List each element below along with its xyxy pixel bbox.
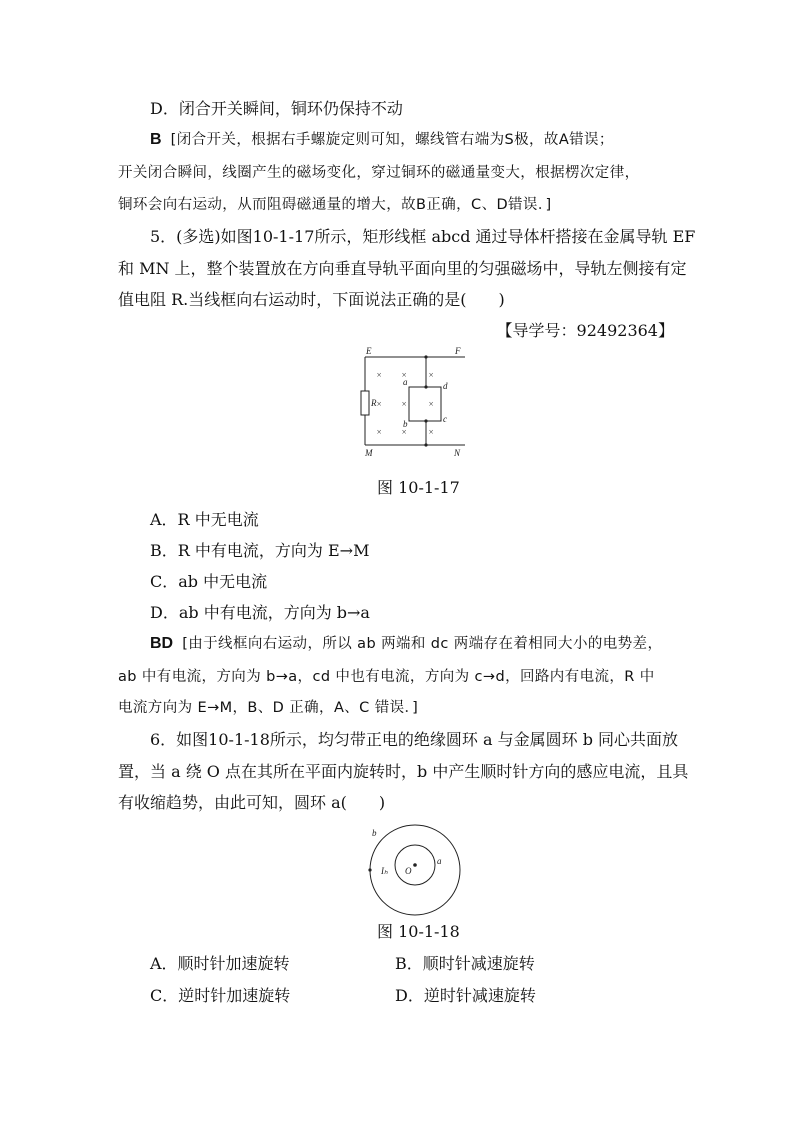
label-center-O: O bbox=[405, 866, 412, 876]
q5-explanation-line-1: [由于线框向右运动，所以 ab 两端和 dc 两端存在着相同大小的电势差， bbox=[182, 636, 663, 652]
q5-option-d[interactable]: D．ab 中有电流，方向为 b→a bbox=[150, 603, 370, 622]
label-N: N bbox=[454, 448, 461, 458]
label-c: c bbox=[443, 414, 447, 424]
q5-stem-line-1: 5．(多选)如图10-1-17所示，矩形线框 abcd 通过导体杆搭接在金属导轨 EF bbox=[150, 227, 696, 246]
field-mark: × bbox=[401, 427, 408, 437]
q5-figure-caption: 图 10-1-17 bbox=[377, 478, 460, 497]
label-ring-a: a bbox=[437, 856, 442, 866]
resistor-symbol bbox=[361, 391, 369, 415]
q6-rings-figure bbox=[363, 822, 473, 922]
rectangular-coil bbox=[409, 387, 441, 421]
q5-option-b[interactable]: B．R 中有电流，方向为 E→M bbox=[150, 541, 370, 560]
q4-explanation-line-2: 开关闭合瞬间，线圈产生的磁场变化，穿过铜环的磁通量变大，根据楞次定律， bbox=[118, 165, 640, 181]
label-a: a bbox=[403, 377, 408, 387]
q4-answer-key: B bbox=[150, 131, 162, 148]
q6-option-a[interactable]: A．顺时针加速旋转 bbox=[150, 954, 290, 973]
q5-reference-number: 【导学号：92492364】 bbox=[496, 321, 674, 340]
label-M: M bbox=[365, 448, 373, 458]
q6-option-b[interactable]: B．顺时针减速旋转 bbox=[395, 954, 535, 973]
q5-answer bbox=[150, 632, 662, 653]
field-mark: × bbox=[428, 399, 435, 409]
field-mark: × bbox=[376, 370, 383, 380]
label-d: d bbox=[443, 381, 448, 391]
label-ring-b: b bbox=[372, 828, 377, 838]
q5-circuit-figure bbox=[355, 345, 475, 465]
field-mark: × bbox=[401, 370, 408, 380]
q6-stem-line-3: 有收缩趋势，由此可知，圆环 a( ) bbox=[118, 793, 386, 812]
q5-stem-line-2: 和 MN 上，整个装置放在方向垂直导轨平面向里的匀强磁场中，导轨左侧接有定 bbox=[118, 259, 687, 278]
q5-option-a[interactable]: A．R 中无电流 bbox=[150, 510, 259, 529]
label-E: E bbox=[366, 346, 372, 356]
q6-figure-caption: 图 10-1-18 bbox=[377, 922, 460, 941]
q5-explanation-line-2: ab 中有电流，方向为 b→a，cd 中也有电流，方向为 c→d，回路内有电流，R 中 bbox=[118, 669, 655, 685]
field-mark: × bbox=[428, 427, 435, 437]
q6-stem-line-2: 置，当 a 绕 O 点在其所在平面内旋转时，b 中产生顺时针方向的感应电流，且具 bbox=[118, 762, 689, 781]
field-mark: × bbox=[428, 370, 435, 380]
q4-option-d: D．闭合开关瞬间，铜环仍保持不动 bbox=[150, 99, 403, 118]
q5-option-c[interactable]: C．ab 中无电流 bbox=[150, 572, 268, 591]
field-mark: × bbox=[376, 427, 383, 437]
q5-stem-line-3: 值电阻 R.当线框向右运动时，下面说法正确的是( ) bbox=[118, 290, 505, 309]
label-R: R bbox=[371, 398, 377, 408]
field-mark: × bbox=[376, 399, 383, 409]
label-b: b bbox=[403, 419, 408, 429]
label-F: F bbox=[455, 346, 461, 356]
q6-option-d[interactable]: D．逆时针减速旋转 bbox=[395, 986, 536, 1005]
q6-stem-line-1: 6．如图10-1-18所示，均匀带正电的绝缘圆环 a 与金属圆环 b 同心共面放 bbox=[150, 730, 679, 749]
q6-option-c[interactable]: C．逆时针加速旋转 bbox=[150, 986, 291, 1005]
q4-explanation-line-1: [闭合开关，根据右手螺旋定则可知，螺线管右端为S极，故A错误； bbox=[170, 132, 614, 148]
label-current-Ib: Iₕ bbox=[381, 866, 388, 876]
q5-answer-key: BD bbox=[150, 635, 174, 652]
center-point-O bbox=[413, 863, 417, 867]
q4-answer bbox=[150, 128, 614, 149]
q5-explanation-line-3: 电流方向为 E→M，B、D 正确，A、C 错误．] bbox=[118, 700, 419, 716]
field-mark: × bbox=[401, 399, 408, 409]
q4-explanation-line-3: 铜环会向右运动，从而阻碍磁通量的增大，故B正确，C、D错误．] bbox=[118, 197, 552, 213]
